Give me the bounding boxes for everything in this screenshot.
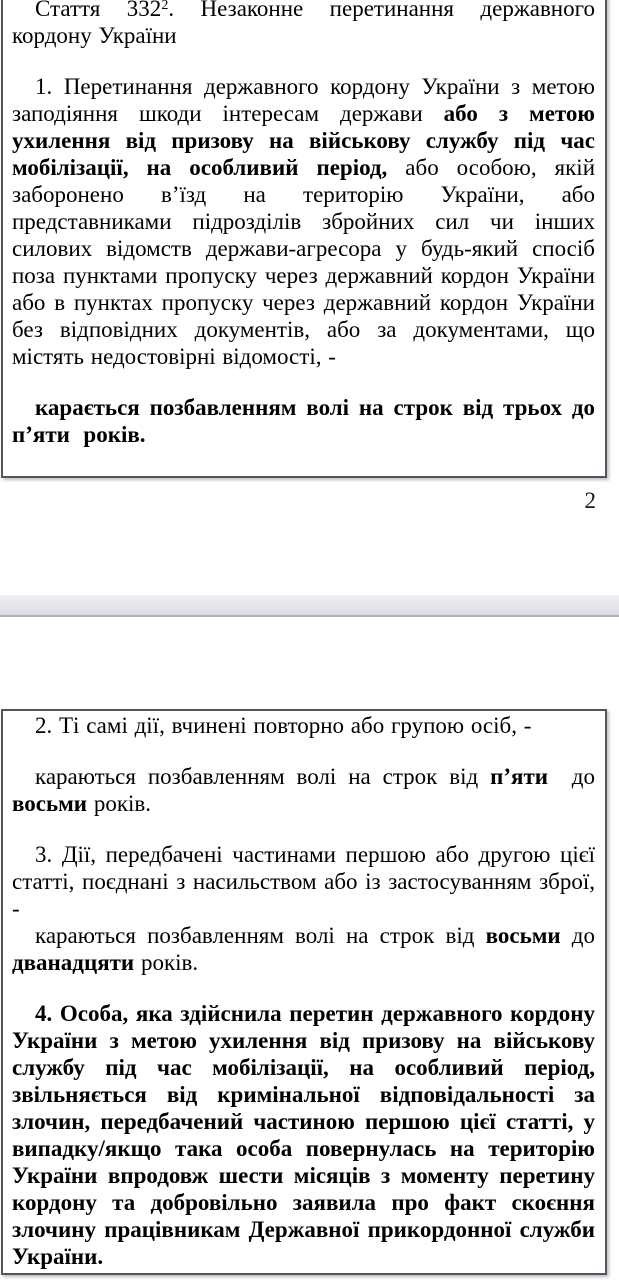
article-heading bbox=[12, 0, 595, 49]
article-part-1-run: або з метою ухилення від призову на військову службу під час мобілізації, на особливий період, bbox=[12, 101, 595, 180]
sanction-part-2-run: років. bbox=[87, 791, 151, 816]
sanction-part-3-run: караються позбавленням волі на строк від bbox=[35, 923, 486, 948]
sanction-part-3-run: років. bbox=[134, 950, 199, 975]
article-heading-run: Стаття 332 bbox=[35, 0, 162, 21]
sanction-part-3-run: до bbox=[560, 923, 596, 948]
article-part-2-run: 2. Ті самі дії, вчинені повторно або групою осіб, - bbox=[35, 713, 532, 738]
page-2-text-frame bbox=[1, 709, 607, 1275]
article-part-3 bbox=[12, 841, 595, 922]
page-separator-band bbox=[0, 595, 619, 617]
article-part-1-run: або особою, якій заборонено в’їзд на територію України, або представниками підрозділів збройних сил чи інших силових відомств держави-агресора у будь-який спосіб поза пунктами пропуску через державний кордон України або в пунктах пропуску через державний кордон України без відповідних документів, або за документами, що містять недостовірні відомості, - bbox=[12, 155, 595, 369]
article-heading-run: . Незаконне перетинання державного кордону України bbox=[12, 0, 595, 48]
page-number: 2 bbox=[584, 488, 596, 513]
article-part-4-run: 4. Особа, яка здійснила перетин державного кордону України з метою ухилення від призову на військову службу під час мобілізації, на особливий період, звільняється від кримінальної відповідальності за злочин, передбачений частиною першою цієї статті, у випадку/якщо така особа повернулась на територію України впродовж шести місяців з моменту перетину кордону та добровільно заявила про факт скоєння злочину працівникам Державної прикордонної служби України. bbox=[12, 1001, 595, 1269]
sanction-part-3 bbox=[12, 922, 595, 976]
sanction-part-2-run: до bbox=[548, 764, 595, 789]
sanction-part-1-run: карається позбавленням волі на строк від трьох до п’яти років. bbox=[12, 395, 595, 447]
sanction-part-2-run: п’яти bbox=[490, 764, 548, 789]
sanction-part-3-run: восьми bbox=[485, 923, 561, 948]
sanction-part-1 bbox=[12, 394, 595, 448]
article-part-2 bbox=[12, 712, 595, 739]
sanction-part-2-run: восьми bbox=[12, 791, 88, 816]
article-part-1 bbox=[12, 73, 595, 370]
article-part-4 bbox=[12, 1000, 595, 1270]
sanction-part-2-run: караються позбавленням волі на строк від bbox=[35, 764, 491, 789]
sanction-part-3-run: дванадцяти bbox=[12, 950, 135, 975]
page-1-text-frame bbox=[1, 0, 607, 478]
article-heading-run: 2 bbox=[161, 0, 169, 14]
article-part-1-run: 1. Перетинання державного кордону України з метою заподіяння шкоди інтересам держави bbox=[12, 74, 595, 126]
sanction-part-2 bbox=[12, 763, 595, 817]
article-part-3-run: 3. Дії, передбачені частинами першою або другою цієї статті, поєднані з насильством або із застосуванням зброї, - bbox=[12, 842, 595, 921]
